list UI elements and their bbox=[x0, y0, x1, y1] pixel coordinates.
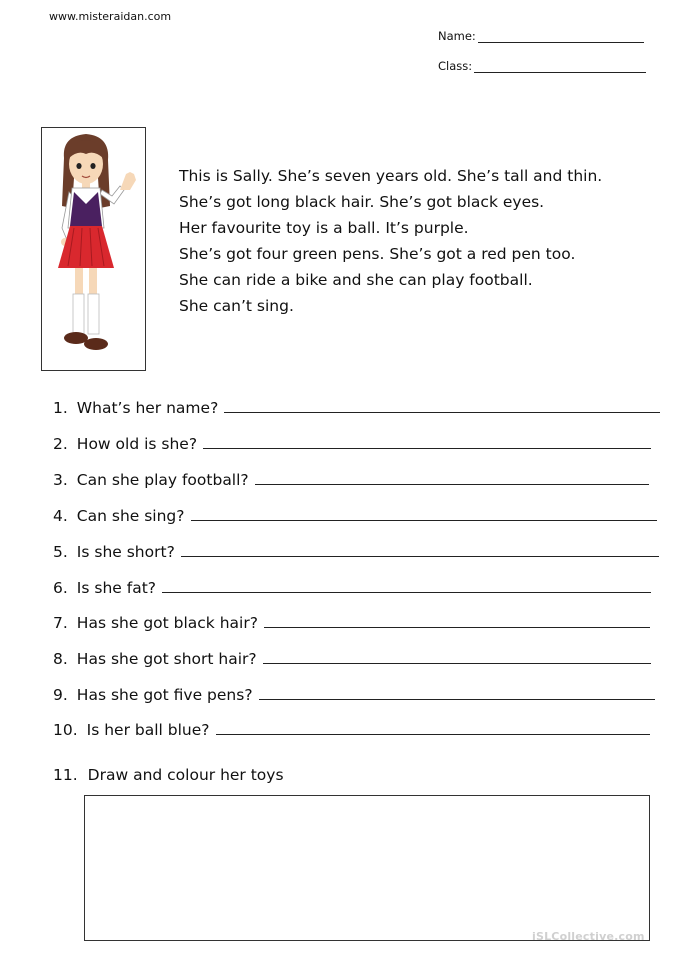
website-url: www.misteraidan.com bbox=[49, 10, 172, 23]
class-label: Class: bbox=[438, 59, 473, 73]
watermark: iSLCollective.com bbox=[532, 930, 645, 943]
question-5 bbox=[53, 537, 659, 561]
name-label: Name: bbox=[438, 29, 476, 43]
sally-picture-frame bbox=[41, 127, 146, 371]
answer-line[interactable] bbox=[263, 662, 651, 664]
question-text: What’s her name? bbox=[76, 399, 219, 417]
question-6 bbox=[53, 573, 651, 597]
question-number: 4. bbox=[53, 507, 68, 525]
question-text: Is she fat? bbox=[76, 579, 156, 597]
story-line: This is Sally. She’s seven years old. She’s tall and thin. bbox=[179, 167, 603, 185]
question-text: Has she got five pens? bbox=[76, 686, 253, 704]
question-text: Can she sing? bbox=[76, 507, 185, 525]
question-text: Has she got short hair? bbox=[76, 650, 257, 668]
question-number: 2. bbox=[53, 435, 68, 453]
task-number: 11. bbox=[53, 766, 78, 784]
question-number: 6. bbox=[53, 579, 68, 597]
answer-line[interactable] bbox=[216, 733, 651, 735]
answer-line[interactable] bbox=[191, 519, 657, 521]
answer-line[interactable] bbox=[259, 698, 655, 700]
question-number: 3. bbox=[53, 471, 68, 489]
story-line: Her favourite toy is a ball. It’s purple. bbox=[179, 219, 469, 237]
story-line: She’s got four green pens. She’s got a red pen too. bbox=[179, 245, 576, 263]
answer-line[interactable] bbox=[264, 626, 650, 628]
question-4 bbox=[53, 501, 657, 525]
question-number: 10. bbox=[53, 721, 78, 739]
answer-line[interactable] bbox=[224, 411, 660, 413]
drawing-task bbox=[53, 766, 284, 784]
question-9 bbox=[53, 680, 655, 704]
story-text bbox=[179, 163, 602, 319]
story-line: She’s got long black hair. She’s got black eyes. bbox=[179, 193, 545, 211]
question-text: Has she got black hair? bbox=[76, 614, 258, 632]
question-8 bbox=[53, 644, 651, 668]
question-number: 7. bbox=[53, 614, 68, 632]
question-text: Is her ball blue? bbox=[86, 721, 210, 739]
answer-line[interactable] bbox=[203, 447, 651, 449]
class-blank-line[interactable] bbox=[474, 60, 646, 73]
question-7 bbox=[53, 608, 650, 632]
story-line: She can’t sing. bbox=[179, 297, 294, 315]
task-text: Draw and colour her toys bbox=[87, 766, 284, 784]
question-text: How old is she? bbox=[76, 435, 198, 453]
question-text: Can she play football? bbox=[76, 471, 249, 489]
question-2 bbox=[53, 429, 651, 453]
question-1 bbox=[53, 393, 660, 417]
question-number: 1. bbox=[53, 399, 68, 417]
question-number: 9. bbox=[53, 686, 68, 704]
sally-illustration bbox=[42, 128, 145, 370]
question-text: Is she short? bbox=[76, 543, 175, 561]
answer-line[interactable] bbox=[255, 483, 649, 485]
question-3 bbox=[53, 465, 649, 489]
name-field bbox=[438, 29, 644, 43]
class-field bbox=[438, 59, 646, 73]
story-line: She can ride a bike and she can play football. bbox=[179, 271, 533, 289]
question-number: 5. bbox=[53, 543, 68, 561]
question-number: 8. bbox=[53, 650, 68, 668]
answer-line[interactable] bbox=[162, 591, 651, 593]
drawing-area[interactable] bbox=[84, 795, 650, 941]
name-blank-line[interactable] bbox=[478, 30, 644, 43]
answer-line[interactable] bbox=[181, 555, 659, 557]
question-10 bbox=[53, 715, 650, 739]
